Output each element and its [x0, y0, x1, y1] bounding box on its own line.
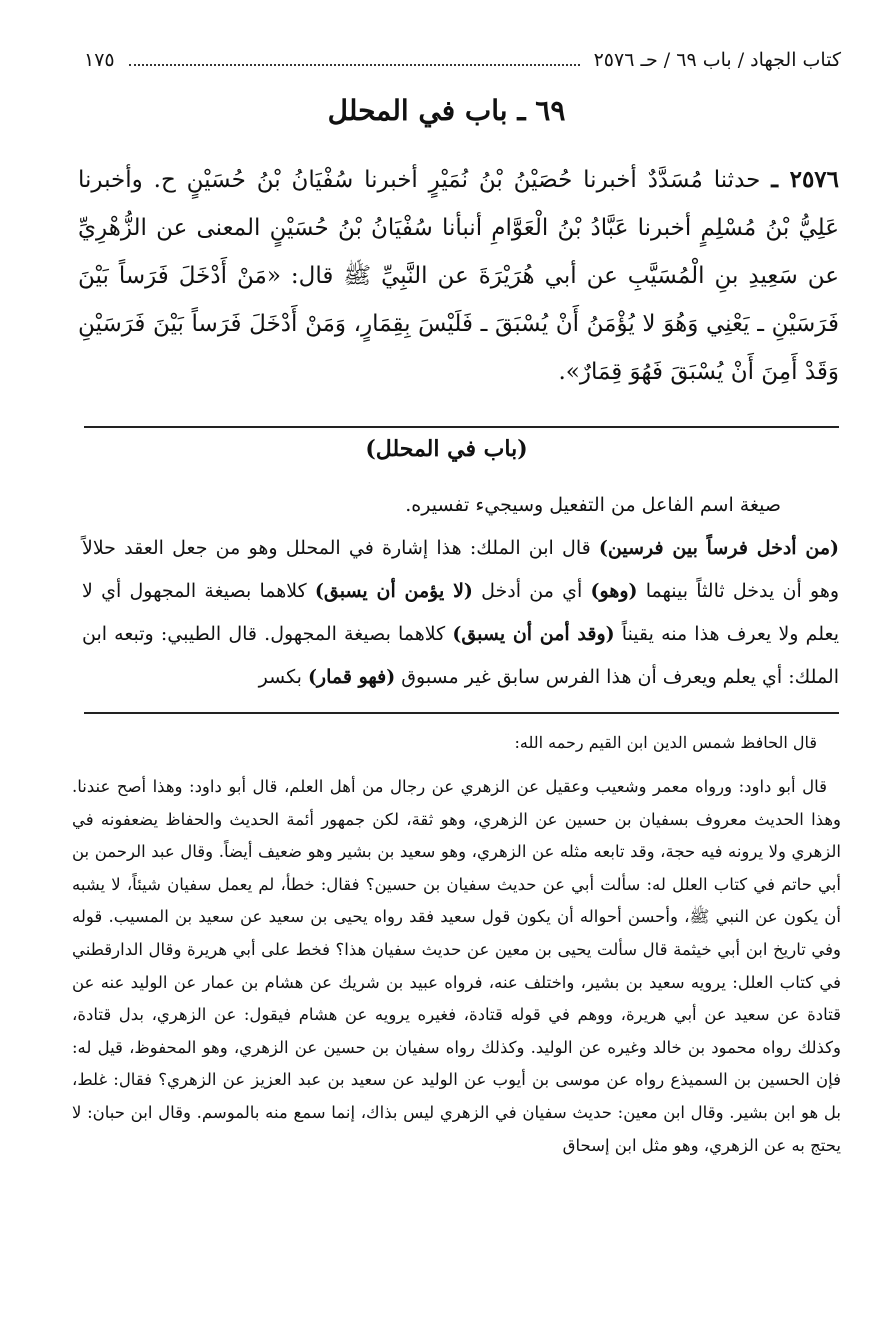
running-header [84, 44, 841, 76]
commentary-lemma: (لا يؤمن أن يسبق) [314, 580, 473, 602]
commentary-block [82, 484, 839, 699]
commentary-lemma: (وهو) [590, 580, 638, 602]
commentary-lemma: (فهو قمار) [307, 666, 396, 688]
commentary-lemma: (من أدخل فرساً بين فرسين) [598, 537, 839, 559]
commentary-text: بكسر [258, 666, 308, 688]
commentary-text: أي من أدخل [472, 580, 591, 602]
chapter-title: ٦٩ ـ باب في المحلل [327, 94, 566, 127]
commentary-text: كلاهما بصيغة المجهول. قال الطيبي: وتبعه ابن الملك: أي يعلم ويعرف أن هذا الفرس سابق غير مسبوق [82, 623, 839, 688]
commentary-text: كلاهما بصيغة المجهول أي لا يعلم ولا يعرف هذا منه يقيناً [82, 580, 840, 645]
commentary-lemma: (وقد أمن أن يسبق) [452, 623, 615, 645]
page-number: ١٧٥ [84, 49, 115, 71]
footnote-heading: قال الحافظ شمس الدين ابن القيم رحمه الله: [514, 733, 817, 752]
commentary-title: (باب في المحلل) [365, 436, 528, 462]
footnote-text: قال أبو داود: ورواه معمر وشعيب وعقيل عن الزهري عن رجال من أهل العلم، قال أبو داود: وهذا أصح عندنا. وهذا الحديث معروف بسفيان بن حسين عن الزهري، وهو ثقة، لكن جمهور أئمة الحديث والحفاظ يضعفونه في الزهري ولا يرونه فيه حجة، وقد تابعه مثله عن الزهري، وهو سعيد بن بشير وهو ضعيف أيضاً. وقال عبد الرحمن بن أبي حاتم في كتاب العلل له: سألت أبي عن حديث سفيان بن حسين؟ فقال: خطأ، لم يعمل سفيان شيئاً، لا يشبه أن يكون عن النبي ﷺ، وأحسن أحواله أن يكون قول سعيد فقد رواه يحيى بن سعيد عن سعيد بن المسيب. قوله وفي تاريخ ابن أبي خيثمة قال سألت يحيى بن معين عن حديث سفيان هذا؟ فخط على أبي هريرة وقال الدارقطني في كتاب العلل: يرويه سعيد بن بشير، واختلف عنه، فرواه عبيد بن شريك عن هشام بن عمار عن الوليد عنه عن قتادة عن سعيد عن أبي هريرة، ووهم في قوله قتادة، فغيره يرويه عن هشام فيقول: عن الزهري، بدل قتادة، وكذلك رواه محمود بن خالد وغيره عن الوليد. وكذلك رواه سفيان بن حسين عن الزهري، وهو المحفوظ، قيل له: فإن الحسين بن السميذع رواه عن موسى بن أيوب عن الوليد عن سعيد بن عبد العزيز عن الزهري؟ فقال: غلط، بل هو ابن بشير. وقال ابن معين: حديث سفيان في الزهري ليس بذاك، إنما سمع منه بالموسم. وقال ابن حبان: لا يحتج به عن الزهري، وهو مثل ابن إسحاق [72, 777, 841, 1155]
commentary-text: قال ابن الملك: هذا إشارة في المحلل وهو من جعل العقد حلالاً وهو أن يدخل ثالثاً بينهما [82, 537, 840, 602]
section-divider [84, 426, 839, 428]
hadith-number: ٢٥٧٦ ـ [771, 166, 840, 193]
commentary-paragraph [82, 527, 839, 699]
footnote-divider [84, 712, 839, 714]
hadith-text-block [78, 156, 839, 396]
running-title: كتاب الجهاد / باب ٦٩ / حـ ٢٥٧٦ [593, 49, 841, 71]
hadith-text: حدثنا مُسَدَّدٌ أخبرنا حُصَيْنُ بْنُ نُمَيْرٍ أخبرنا سُفْيَانُ بْنُ حُسَيْنٍ ح. وأخبرنا عَلِيُّ بْنُ مُسْلِمٍ أخبرنا عَبَّادُ بْنُ الْعَوَّامِ أنبأنا سُفْيَانُ بْنُ حُسَيْنٍ المعنى عن الزُّهْرِيِّ عن سَعِيدِ بنِ الْمُسَيَّبِ عن أبي هُرَيْرَةَ عن النَّبِيِّ ﷺ قال: «مَنْ أَدْخَلَ فَرَساً بَيْنَ فَرَسَيْنِ ـ يَعْنِي وَهُوَ لا يُؤْمَنُ أَنْ يُسْبَقَ ـ فَلَيْسَ بِقِمَارٍ، وَمَنْ أَدْخَلَ فَرَساً بَيْنَ فَرَسَيْنِ وَقَدْ أَمِنَ أَنْ يُسْبَقَ فَهُوَ قِمَارٌ». [78, 167, 839, 385]
header-dot-leader [129, 54, 580, 66]
commentary-intro: صيغة اسم الفاعل من التفعيل وسيجيء تفسيره. [405, 494, 781, 516]
footnote-block [72, 771, 841, 1162]
